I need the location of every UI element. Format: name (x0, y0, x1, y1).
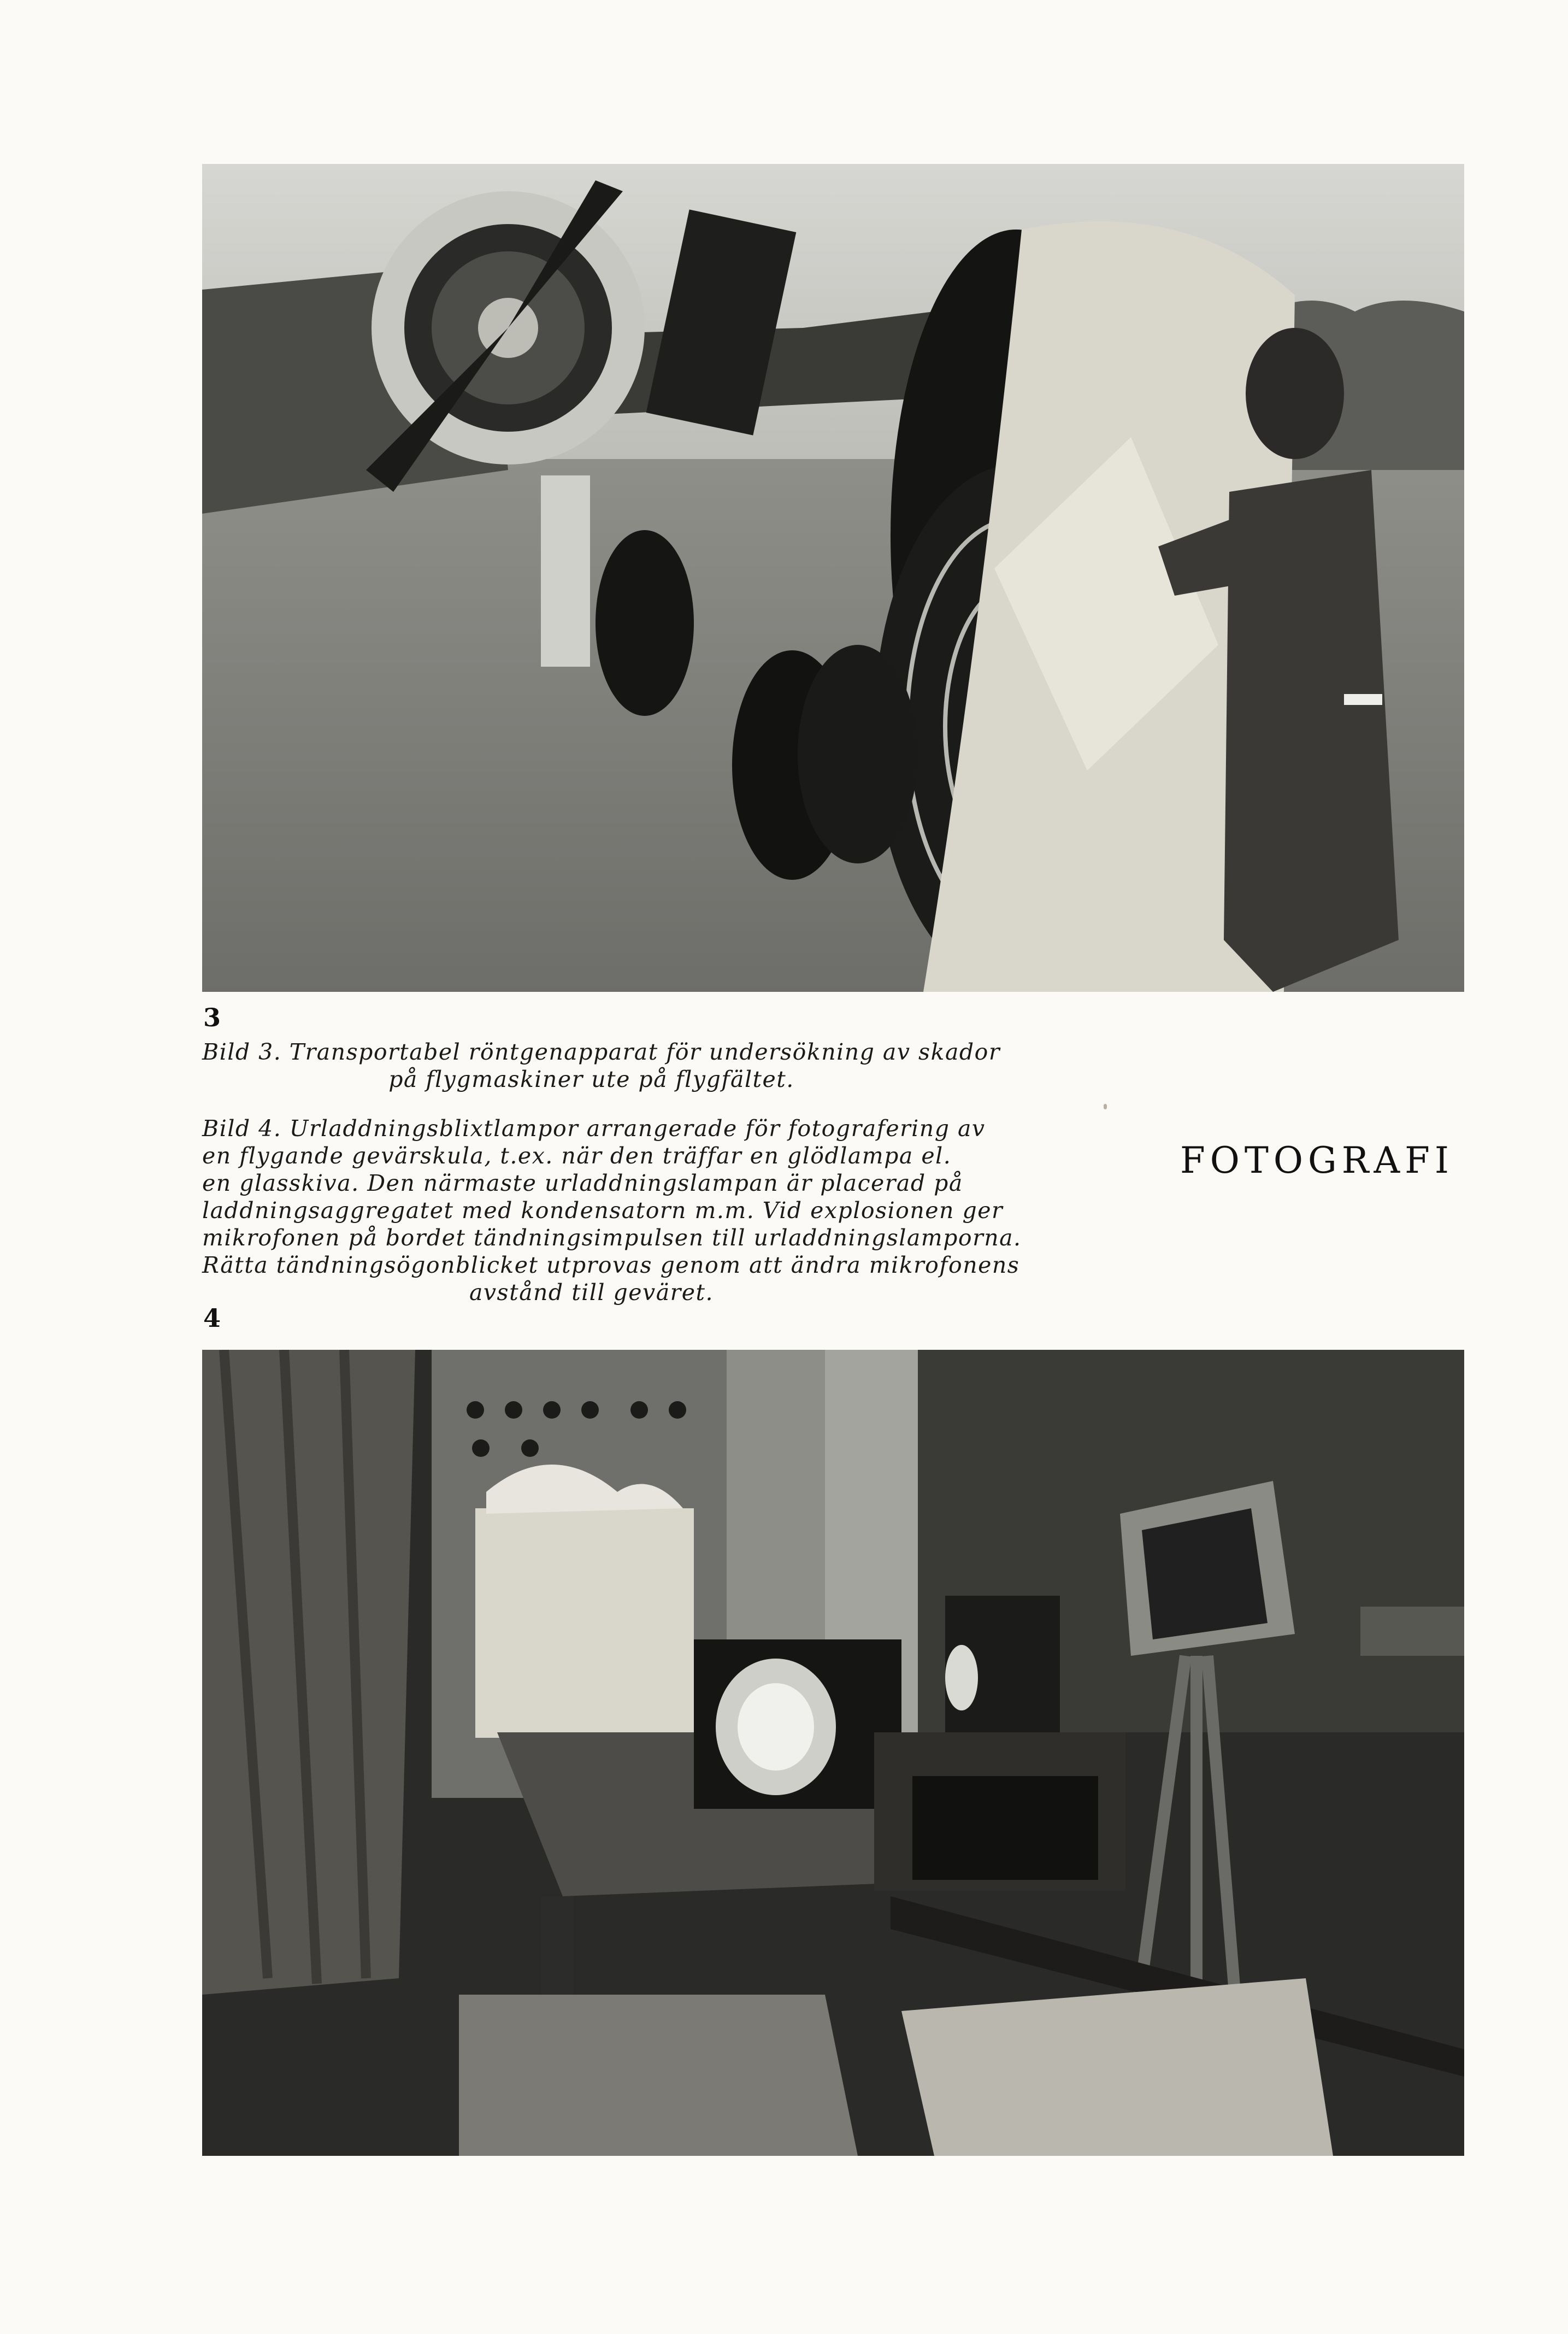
caption-line: mikrofonen på bordet tändningsimpulsen till urladdningslamporna. (202, 1225, 1022, 1251)
caption-line: avstånd till geväret. (469, 1279, 714, 1306)
caption-line: Bild 4. Urladdningsblixtlampor arrangerade för fotografering av (202, 1115, 986, 1142)
speck (1104, 1104, 1107, 1109)
caption-bild-3 (202, 1038, 1000, 1093)
caption-line: laddningsaggregatet med kondensatorn m.m. Vid explosionen ger (202, 1197, 1004, 1224)
figure-number: 4 (203, 1303, 221, 1333)
photo-bild-3 (202, 164, 1464, 992)
figure-number: 3 (203, 1003, 221, 1032)
section-title: FOTOGRAFI (1180, 1139, 1454, 1181)
caption-line: en glasskiva. Den närmaste urladdningslampan är placerad på (202, 1170, 963, 1196)
caption-line: på flygmaskiner ute på flygfältet. (388, 1066, 794, 1092)
photo-bild-4 (202, 1350, 1464, 2156)
caption-bild-4 (202, 1115, 1022, 1306)
caption-line: Rätta tändningsögonblicket utprovas genom att ändra mikrofonens (202, 1252, 1020, 1278)
caption-line: Bild 3. Transportabel röntgenapparat för undersökning av skador (202, 1039, 1000, 1065)
caption-line: en flygande gevärskula, t.ex. när den träffar en glödlampa el. (202, 1143, 952, 1169)
